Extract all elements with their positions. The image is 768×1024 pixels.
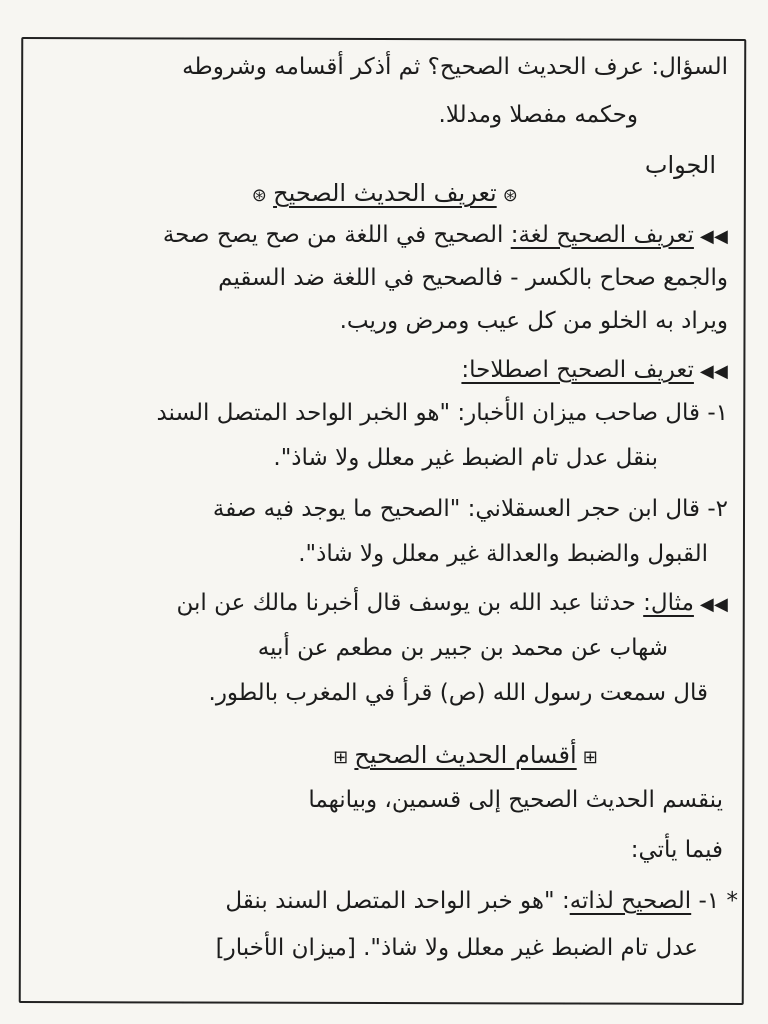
istilah-heading — [461, 355, 728, 387]
section-2-title-text: أقسام الحديث الصحيح — [354, 741, 577, 769]
example-line-3: قال سمعت رسول الله (ص) قرأ في المغرب بالطور. — [208, 680, 708, 706]
double-arrow-icon: ◀◀ — [699, 361, 728, 382]
double-arrow-icon: ◀◀ — [699, 226, 728, 247]
question-line-1: السؤال: عرف الحديث الصحيح؟ ثم أذكر أقسامه وشروطه — [182, 54, 728, 80]
definition-2-line-1: ٢- قال ابن حجر العسقلاني: "الصحيح ما يوجد فيه صفة — [212, 496, 728, 522]
answer-label: الجواب — [644, 151, 716, 179]
double-arrow-icon: ◀◀ — [699, 594, 728, 615]
example-line-1 — [176, 588, 728, 620]
square-cross-icon: ⊞ — [333, 747, 349, 768]
question-line-2: وحكمه مفصلا ومدللا. — [438, 102, 638, 128]
first-type-line-1 — [225, 886, 738, 916]
section-title-text: تعريف الحديث الصحيح — [273, 179, 497, 207]
example-text: حدثنا عبد الله بن يوسف قال أخبرنا مالك عن ابن — [176, 590, 636, 616]
square-cross-icon: ⊞ — [582, 747, 598, 768]
definition-1-line-1: ١- قال صاحب ميزان الأخبار: "هو الخبر الواحد المتصل السند — [156, 400, 728, 426]
asterisk-circle-icon: ⊛ — [251, 185, 268, 206]
first-type-line-2: عدل تام الضبط غير معلل ولا شاذ". [ميزان الأخبار] — [215, 935, 698, 961]
section-title-divisions — [333, 740, 598, 773]
asterisk-circle-icon: ⊛ — [502, 185, 518, 206]
lugha-text: الصحيح في اللغة من صح يصح صحة — [162, 222, 504, 248]
definition-1-line-2: بنقل عدل تام الضبط غير معلل ولا شاذ". — [273, 445, 658, 471]
definition-2-line-2: القبول والضبط والعدالة غير معلل ولا شاذ". — [298, 541, 708, 567]
division-line-1: ينقسم الحديث الصحيح إلى قسمين، وبيانهما — [308, 787, 723, 813]
lugha-label: تعريف الصحيح لغة: — [510, 222, 694, 248]
section-title-definition — [252, 178, 518, 211]
first-type-number: ١- — [698, 888, 720, 914]
first-type-text: : "هو خبر الواحد المتصل السند بنقل — [225, 888, 570, 914]
asterisk-marker: * — [726, 888, 738, 914]
lugha-line-2: والجمع صحاح بالكسر - فالصحيح في اللغة ضد السقيم — [218, 265, 728, 291]
lugha-line-3: ويراد به الخلو من كل عيب ومرض وريب. — [339, 308, 728, 334]
istilah-label: تعريف الصحيح اصطلاحا: — [461, 357, 694, 383]
first-type-label: الصحيح لذاته — [569, 888, 692, 914]
example-line-2: شهاب عن محمد بن جبير بن مطعم عن أبيه — [257, 635, 668, 661]
example-label: مثال: — [643, 590, 694, 616]
lugha-line-1 — [163, 220, 728, 252]
division-line-2: فيما يأتي: — [630, 837, 723, 863]
